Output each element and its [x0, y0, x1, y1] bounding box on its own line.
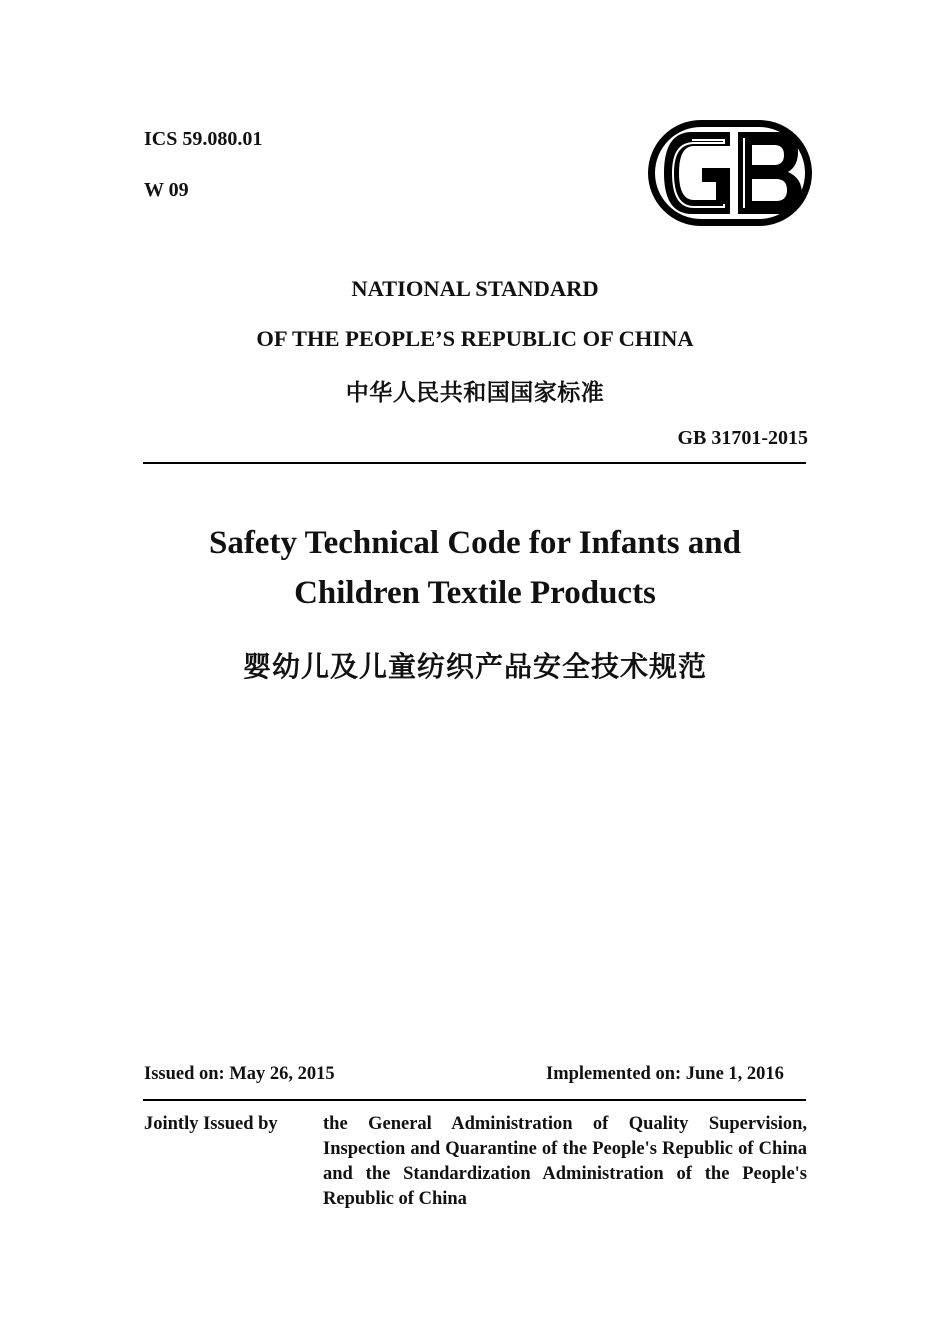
document-title-english	[0, 518, 950, 618]
standard-title-line1: NATIONAL STANDARD	[351, 276, 599, 301]
document-title-chinese: 婴幼儿及儿童纺织产品安全技术规范	[242, 650, 707, 683]
document-title-english-text: Safety Technical Code for Infants and Children Textile Products	[208, 525, 742, 611]
bottom-divider	[143, 1099, 806, 1101]
issuer-label: Jointly Issued by	[144, 1114, 278, 1134]
standard-title-line2: OF THE PEOPLE’S REPUBLIC OF CHINA	[256, 326, 694, 351]
top-divider	[143, 462, 806, 464]
standard-title-chinese: 中华人民共和国国家标准	[345, 380, 605, 406]
implemented-date: Implemented on: June 1, 2016	[546, 1064, 784, 1084]
category-code: W 09	[144, 179, 189, 201]
gb-logo	[646, 118, 814, 228]
ics-code: ICS 59.080.01	[144, 128, 263, 150]
issued-date: Issued on: May 26, 2015	[144, 1064, 335, 1084]
standard-number: GB 31701-2015	[677, 427, 808, 449]
issuer-text: the General Administration of Quality Supervision, Inspection and Quarantine of the People's Republic of China and the Standardization Administration of the People's Republic of China	[323, 1114, 807, 1209]
